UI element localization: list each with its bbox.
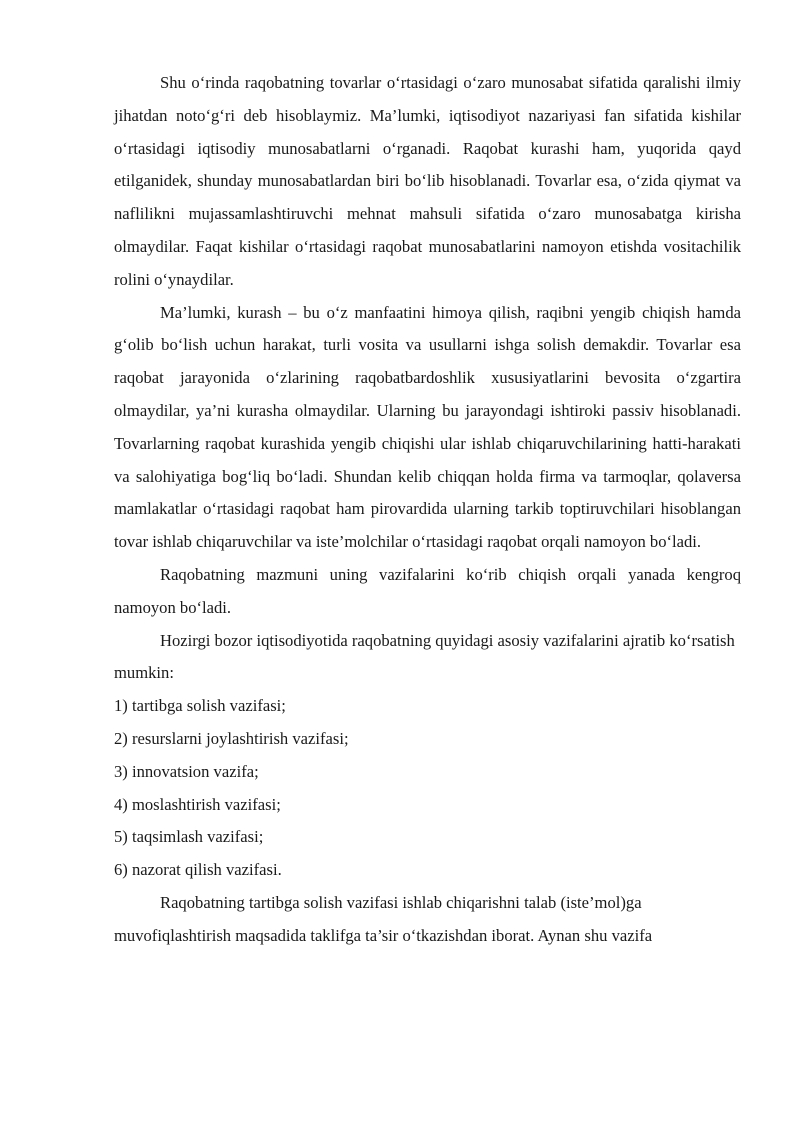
list-item: 2) resurslarni joylashtirish vazifasi; <box>114 728 349 748</box>
closing-paragraph: Raqobatning tartibga solish vazifasi ishlab chiqarishni talab (iste’mol)ga muvofiqlashtirish maqsadida taklifga ta’sir o‘tkazishdan iborat. Aynan shu vazifa <box>114 892 653 945</box>
list-item: 1) tartibga solish vazifasi; <box>114 696 286 716</box>
list-item: 4) moslashtirish vazifasi; <box>114 794 281 814</box>
paragraph-1: Shu o‘rinda raqobatning tovarlar o‘rtasidagi o‘zaro munosabat sifatida qaralishi ilmiy jihatdan noto‘g‘ri deb hisoblaymiz. Ma’lumki, iqtisodiyot nazariyasi fan sifatida kishilar o‘rtasidagi iqtisodiy munosabatlarni o‘rganadi. Raqobat kurashi ham, yuqorida qayd etilganidek, shunday munosabatlardan biri bo‘lib hisoblanadi. Tovarlar esa, o‘zida qiymat va naflilikni mujassamlashtiruvchi mehnat mahsuli sifatida o‘zaro munosabatga kirisha olmaydilar. Faqat kishilar o‘rtasidagi raqobat munosabatlarini namoyon etishda vositachilik rolini o‘ynaydilar. <box>114 73 741 289</box>
list-item: 5) taqsimlash vazifasi; <box>114 827 264 847</box>
functions-list <box>114 690 741 887</box>
paragraph-2: Ma’lumki, kurash – bu o‘z manfaatini himoya qilish, raqibni yengib chiqish hamda g‘olib bo‘lish uchun harakat, turli vosita va usullarni ishga solish demakdir. Tovarlar esa raqobat jarayonida o‘zlarining raqobatbardoshlik xususiyatlarini bevosita o‘zgartira olmaydilar, ya’ni kurasha olmaydilar. Ularning bu jarayondagi ishtiroki passiv hisoblanadi. Tovarlarning raqobat kurashida yengib chiqishi ular ishlab chiqaruvchilarining hatti-harakati va salohiyatiga bog‘liq bo‘ladi. Shundan kelib chiqqan holda firma va tarmoqlar, qolaversa mamlakatlar o‘rtasidagi raqobat ham pirovardida ularning tarkib toptiruvchilari hisoblangan tovar ishlab chiqaruvchilar va iste’molchilar o‘rtasidagi raqobat orqali namoyon bo‘ladi. <box>114 302 741 552</box>
list-item: 6) nazorat qilish vazifasi. <box>114 860 282 880</box>
paragraph-3: Raqobatning mazmuni uning vazifalarini ko‘rib chiqish orqali yanada kengroq namoyon bo‘ladi. <box>114 564 741 617</box>
document-body <box>114 67 741 953</box>
list-item: 3) innovatsion vazifa; <box>114 761 259 781</box>
list-intro-paragraph: Hozirgi bozor iqtisodiyotida raqobatning quyidagi asosiy vazifalarini ajratib ko‘rsatish mumkin: <box>114 630 735 683</box>
